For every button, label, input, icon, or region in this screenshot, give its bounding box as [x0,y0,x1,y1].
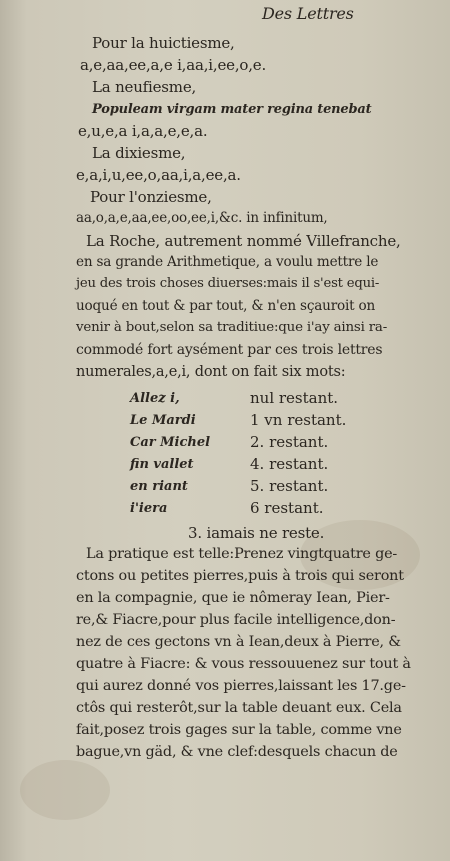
table-result: 6 restant. [250,499,324,517]
text-line: uoqué en tout & par tout, & n'en sçauroit on [76,298,376,314]
text-line: numerales,a,e,i, dont on fait six mots: [76,364,346,380]
text-line: La Roche, autrement nommé Villefranche, [86,232,401,250]
text-line: Pour la huictiesme, [92,34,235,52]
table-word: Car Michel [130,435,211,450]
text-line: jeu des trois choses diuerses:mais il s'est equi- [76,276,380,291]
table-word: Allez i, [130,391,180,406]
table-word: en riant [130,479,188,494]
table-result: 1 vn restant. [250,411,347,429]
text-line: en sa grande Arithmetique, a voulu mettre le [76,254,379,270]
text-line: commodé fort aysément par ces trois lettres [76,342,383,358]
text-line: nez de ces gectons vn à Iean,deux à Pierre, & [76,634,401,650]
latin-verse: Populeam virgam mater regina tenebat [92,102,372,117]
text-line: ctôs qui resterôt,sur la table deuant eux. Cela [76,700,402,716]
text-line: La dixiesme, [92,144,186,162]
text-line: e,a,i,u,ee,o,aa,i,a,ee,a. [76,166,241,184]
text-line: Pour l'onziesme, [90,188,212,206]
text-line: La neufiesme, [92,78,197,96]
text-line: 3. iamais ne reste. [188,524,325,542]
text-line: bague,vn gäd, & vne clef:desquels chacun de [76,744,398,760]
text-line: e,u,e,a i,a,a,e,e,a. [78,122,208,140]
table-result: nul restant. [250,389,339,407]
text-line: quatre à Fiacre: & vous ressouuenez sur tout à [76,656,411,672]
text-line: fait,posez trois gages sur la table, comme vne [76,722,402,738]
table-word: i'iera [130,501,168,516]
text-line: La pratique est telle:Prenez vingtquatre ge- [86,546,398,562]
text-line: re,& Fiacre,pour plus facile intelligence,don- [76,612,396,628]
text-line: venir à bout,selon sa traditiue:que i'ay ainsi ra- [76,320,388,335]
running-title: Des Lettres [262,4,354,23]
table-result: 5. restant. [250,477,329,495]
text-line: en la compagnie, que ie nômeray Iean, Pier- [76,590,390,606]
text-line: qui aurez donné vos pierres,laissant les 17.ge- [76,678,406,694]
table-result: 2. restant. [250,433,329,451]
table-result: 4. restant. [250,455,329,473]
paper-stain [20,760,110,820]
table-word: Le Mardi [130,413,196,428]
text-line: aa,o,a,e,aa,ee,oo,ee,i,&c. in infinitum, [76,210,328,226]
text-line: a,e,aa,ee,a,e i,aa,i,ee,o,e. [80,56,267,74]
text-line: ctons ou petites pierres,puis à trois qui seront [76,568,404,584]
table-word: fin vallet [130,457,194,472]
